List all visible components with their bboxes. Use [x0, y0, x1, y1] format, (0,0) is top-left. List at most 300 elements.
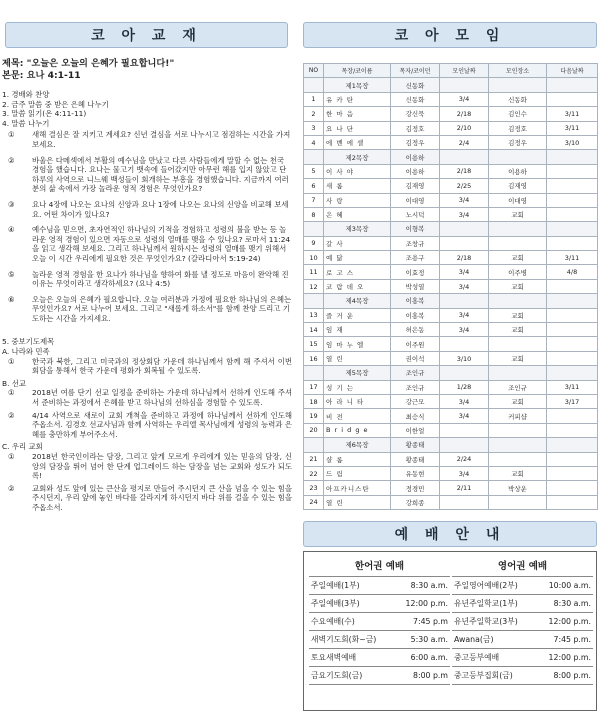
row-number: 3 [304, 121, 324, 135]
cell-leader: 이홍복 [391, 308, 440, 322]
cell-leader: 이한얼 [391, 423, 440, 437]
cell-name: 열 린 [324, 495, 391, 509]
cell-date: 2/11 [440, 481, 489, 495]
table-row [304, 135, 598, 149]
worship-name: 주일예배(3부) [311, 599, 360, 608]
table-row [304, 380, 598, 394]
cell-next [547, 323, 598, 337]
cell-place: 김정호 [489, 121, 547, 135]
cell-place: 교회 [489, 308, 547, 322]
cell-leader: 이효정 [391, 265, 440, 279]
group-row [304, 78, 598, 92]
cell-name: 임 마 누 엘 [324, 337, 391, 351]
question-item [2, 156, 292, 194]
prayer-text: 4/14 사역으로 새로이 교회 개척을 준비하고 과정에 하나님께서 선하게 인도해 주옵소서. 김경호 선교사님과 함께 사역하는 우리엘 목사님에게 성령의 능력과 은혜를 충만하게 부어주소서. [32, 410, 292, 439]
table-row [304, 279, 598, 293]
worship-time: 5:30 a.m. [410, 635, 448, 644]
question-number: ⑥ [8, 294, 15, 304]
cell-blank [489, 222, 547, 236]
prayer-text: 한국과 북한, 그리고 미국과의 정상회담 가운데 하나님께서 함께 해 주셔서 이번 회담을 통해서 한국 가운데 평화가 회복될 수 있도록. [32, 356, 292, 376]
cell-date: 1/28 [440, 380, 489, 394]
question-number: ① [8, 130, 15, 140]
cell-leader: 조용구 [391, 251, 440, 265]
cell-leader: 김정호 [391, 121, 440, 135]
cell-blank [440, 366, 489, 380]
row-number: 13 [304, 308, 324, 322]
outline-item: 4. 말씀 나누기 [2, 118, 50, 128]
cell-blank [304, 78, 324, 92]
meeting-table-header [304, 64, 598, 78]
worship-time: 12:00 p.m. [548, 617, 591, 626]
cell-place [489, 337, 547, 351]
cell-next [547, 207, 598, 221]
cell-blank [489, 366, 547, 380]
question-text: 새해 결심은 잘 지키고 계세요? 신년 결심을 서로 나누시고 점검하는 시간을 가져 보세요. [32, 130, 291, 149]
group-row [304, 294, 598, 308]
cell-next [547, 466, 598, 480]
group-name: 제5목장 [324, 366, 391, 380]
cell-name: 코 람 데 오 [324, 279, 391, 293]
cell-place: 조인규 [489, 380, 547, 394]
cell-next: 3/11 [547, 251, 598, 265]
cell-name: 샬 롬 [324, 452, 391, 466]
cell-place: 교회 [489, 394, 547, 408]
cell-place: 교회 [489, 323, 547, 337]
worship-row [452, 612, 593, 630]
question-number: ② [8, 155, 15, 165]
question-number: ⑤ [8, 269, 15, 279]
cell-date: 2/18 [440, 251, 489, 265]
prayer-text: 교회와 성도 앞에 있는 큰산을 평지로 만들어 주시던지 큰 산을 넘을 수 있는 힘을 주시던지, 우리 앞에 놓인 바다를 갈라지게 하시던지 바다 위를 걸을 수 있는 힘을 주옵소서. [32, 483, 292, 512]
lesson-passage: 본문: 요나 4:1-11 [2, 70, 81, 81]
table-row [304, 466, 598, 480]
question-text: 오늘은 오늘의 은혜가 필요합니다. 오늘 여러분과 가정에 필요한 하나님의 은혜는 무엇인가요? 서로 나누어 보세요. 그리고 "새롭게 하소서"를 함께 찬양 드리고 기도하는 시간을 가지세요. [32, 294, 292, 323]
cell-leader: 조인규 [391, 380, 440, 394]
cell-name: 아프카니스탄 [324, 481, 391, 495]
worship-name: 유년주일학교(1부) [454, 599, 518, 608]
worship-time: 12:00 p.m. [548, 653, 591, 662]
question-text: 바울은 다메섹에서 부활의 예수님을 만났고 다른 사람들에게 말할 수 없는 천국 경험을 했습니다. 요나는 물고기 뱃속에 들어갔지만 아무런 해를 입지 않았고 단 하루의 사역으로 니느웨 백성들이 회개하는 부흥을 경험했습니다. 지금까지 여러분의 삶 속에서 가장 놀라운 영적 경험은 무엇인가요? [32, 155, 289, 194]
column-header: 다음날짜 [547, 64, 598, 78]
lesson-content [2, 58, 292, 516]
prayer-topics [2, 347, 292, 513]
cell-leader: 유동현 [391, 466, 440, 480]
worship-time: 7:45 p.m [412, 617, 448, 626]
cell-date: 2/24 [440, 452, 489, 466]
cell-blank [304, 222, 324, 236]
row-number: 8 [304, 207, 324, 221]
lesson-outline [2, 90, 292, 128]
cell-next [547, 337, 598, 351]
cell-leader: 김재영 [391, 179, 440, 193]
cell-leader: 강신묵 [391, 107, 440, 121]
table-row [304, 323, 598, 337]
row-number: 23 [304, 481, 324, 495]
prayer-number: ① [8, 452, 15, 461]
meeting-table [303, 63, 598, 510]
question-number: ③ [8, 199, 15, 209]
table-row [304, 308, 598, 322]
cell-leader: 박성열 [391, 279, 440, 293]
worship-time: 8:30 a.m. [410, 581, 448, 590]
cell-date: 3/4 [440, 308, 489, 322]
worship-row [452, 648, 593, 666]
row-number: 16 [304, 351, 324, 365]
cell-leader: 김정우 [391, 135, 440, 149]
table-row [304, 236, 598, 250]
column-header: 목장/코이름 [324, 64, 391, 78]
cell-date: 2/4 [440, 135, 489, 149]
row-number: 7 [304, 193, 324, 207]
cell-date: 3/4 [440, 193, 489, 207]
cell-leader: 신동화 [391, 92, 440, 106]
prayer-text: 2018년 한국인이라는 담장, 그리고 앞게 모르게 우리에게 있는 믿음의 담장, 신앙의 담장을 뛰어 넘어 한 단계 업그레이드 하는 담장을 넘는 교회와 성도가 되도록! [32, 452, 292, 481]
cell-blank [489, 150, 547, 164]
cell-next: 3/10 [547, 135, 598, 149]
table-row [304, 92, 598, 106]
cell-name: 갈 사 [324, 236, 391, 250]
row-number: 24 [304, 495, 324, 509]
worship-name: 토요새벽예배 [311, 653, 357, 662]
table-row [304, 452, 598, 466]
worship-schedule [303, 551, 597, 711]
cell-next: 3/11 [547, 380, 598, 394]
prayer-number: ① [8, 356, 15, 366]
cell-name: 예 닮 [324, 251, 391, 265]
discussion-questions [2, 130, 292, 323]
outline-item: 1. 경배와 찬양 [2, 90, 50, 99]
worship-row [309, 630, 450, 648]
cell-next [547, 409, 598, 423]
row-number: 10 [304, 251, 324, 265]
cell-place: 이주병 [489, 265, 547, 279]
column-header: 모인장소 [489, 64, 547, 78]
cell-leader: 이주원 [391, 337, 440, 351]
question-text: 요나 4장에 나오는 요나의 신앙과 요나 1장에 나오는 요나의 신앙을 비교해 보세요. 어떤 차이가 있나요? [32, 199, 289, 219]
cell-date: 2/25 [440, 179, 489, 193]
prayer-item [2, 484, 292, 513]
worship-row [452, 630, 593, 648]
worship-name: 유년주일학교(3부) [454, 617, 518, 626]
cell-leader: 최승식 [391, 409, 440, 423]
cell-place [489, 452, 547, 466]
group-name: 제1목장 [324, 78, 391, 92]
cell-blank [547, 78, 598, 92]
group-row [304, 150, 598, 164]
cell-name: 아 라 니 타 [324, 394, 391, 408]
meeting-header: 코 아 모 임 [303, 22, 597, 48]
outline-item: 2. 금주 말씀 중 받은 은혜 나누기 [2, 99, 109, 109]
cell-name: 요 나 단 [324, 121, 391, 135]
lesson-header: 코 아 교 재 [5, 22, 288, 48]
cell-date: 3/4 [440, 207, 489, 221]
cell-place: 커피샵 [489, 409, 547, 423]
cell-leader: 이용하 [391, 164, 440, 178]
question-item [2, 130, 292, 149]
cell-blank [489, 294, 547, 308]
cell-blank [440, 150, 489, 164]
cell-blank [547, 222, 598, 236]
cell-blank [547, 438, 598, 452]
worship-name: 새벽기도회(화~금) [311, 635, 377, 644]
column-header: 모인날짜 [440, 64, 489, 78]
table-row [304, 164, 598, 178]
worship-header: 예 배 안 내 [303, 521, 597, 547]
worship-row [309, 612, 450, 630]
cell-date: 2/18 [440, 164, 489, 178]
cell-next: 4/8 [547, 265, 598, 279]
cell-blank [489, 438, 547, 452]
table-row [304, 394, 598, 408]
worship-row [452, 666, 593, 685]
cell-name: 에 벤 에 셀 [324, 135, 391, 149]
cell-leader: 허은동 [391, 323, 440, 337]
cell-next: 3/11 [547, 121, 598, 135]
row-number: 19 [304, 409, 324, 423]
cell-name: 임 재 [324, 323, 391, 337]
cell-place: 김재영 [489, 179, 547, 193]
worship-name: 수요예배(수) [311, 617, 355, 626]
cell-place: 신동화 [489, 92, 547, 106]
row-number: 21 [304, 452, 324, 466]
cell-date: 2/10 [440, 121, 489, 135]
column-header: NO [304, 64, 324, 78]
group-name: 제6목장 [324, 438, 391, 452]
cell-blank [304, 294, 324, 308]
cell-leader: 노시덕 [391, 207, 440, 221]
cell-next [547, 164, 598, 178]
english-worship-list [452, 558, 593, 685]
cell-date: 3/4 [440, 323, 489, 337]
worship-name: 주일예배(1부) [311, 581, 360, 590]
cell-leader: 권이석 [391, 351, 440, 365]
table-row [304, 251, 598, 265]
row-number: 2 [304, 107, 324, 121]
table-row [304, 265, 598, 279]
table-row [304, 423, 598, 437]
cell-date [440, 423, 489, 437]
cell-place: 박상운 [489, 481, 547, 495]
table-row [304, 121, 598, 135]
worship-row [452, 594, 593, 612]
cell-blank [489, 78, 547, 92]
cell-name: 유 카 탄 [324, 92, 391, 106]
worship-row [309, 594, 450, 612]
cell-date: 3/4 [440, 466, 489, 480]
cell-place: 이용하 [489, 164, 547, 178]
worship-name: 주일영어예배(2부) [454, 581, 518, 590]
cell-name: 열 린 [324, 351, 391, 365]
cell-name: 비 전 [324, 409, 391, 423]
cell-place: 교회 [489, 207, 547, 221]
korean-worship-list [309, 558, 450, 685]
row-number: 17 [304, 380, 324, 394]
cell-name: B r i d g e [324, 423, 391, 437]
cell-date [440, 337, 489, 351]
cell-next [547, 452, 598, 466]
worship-name: 금요기도회(금) [311, 671, 363, 680]
cell-leader: 조창규 [391, 236, 440, 250]
cell-place: 교회 [489, 279, 547, 293]
worship-time: 10:00 a.m. [548, 581, 591, 590]
worship-time: 8:30 a.m. [553, 599, 591, 608]
cell-blank [440, 222, 489, 236]
cell-place [489, 236, 547, 250]
outline-item: 3. 말씀 읽기(온 4:11-11) [2, 109, 87, 119]
worship-row [309, 666, 450, 685]
prayer-item [2, 452, 292, 481]
cell-blank [304, 438, 324, 452]
row-number: 6 [304, 179, 324, 193]
cell-blank [547, 294, 598, 308]
cell-date: 3/4 [440, 394, 489, 408]
cell-next [547, 495, 598, 509]
cell-next [547, 179, 598, 193]
cell-next [547, 236, 598, 250]
prayer-item [2, 411, 292, 440]
prayer-section-title: 5. 중보기도제목 [2, 337, 55, 347]
question-item [2, 295, 292, 324]
group-leader: 이용하 [391, 150, 440, 164]
cell-blank [304, 150, 324, 164]
question-text: 놀라운 영적 경험을 한 요나가 하나님을 향하여 화를 낼 정도로 마음이 완악해 진 이유는 무엇이라고 생각하세요? (요나 4:5) [32, 269, 289, 289]
cell-leader: 이대영 [391, 193, 440, 207]
group-row [304, 438, 598, 452]
cell-date: 3/4 [440, 409, 489, 423]
worship-row [309, 648, 450, 666]
question-number: ④ [8, 225, 15, 235]
cell-place [489, 495, 547, 509]
worship-row [309, 576, 450, 594]
group-name: 제4목장 [324, 294, 391, 308]
row-number: 15 [304, 337, 324, 351]
prayer-number: ② [8, 483, 15, 493]
group-leader: 조인규 [391, 366, 440, 380]
table-row [304, 107, 598, 121]
prayer-category: B. 선교 [2, 378, 27, 388]
table-row [304, 179, 598, 193]
cell-next: 3/17 [547, 394, 598, 408]
question-item [2, 200, 292, 219]
cell-name: 새 롬 [324, 179, 391, 193]
worship-time: 6:00 a.m. [410, 653, 448, 662]
cell-name: 한 마 음 [324, 107, 391, 121]
group-name: 제2목장 [324, 150, 391, 164]
prayer-item [2, 388, 292, 407]
row-number: 11 [304, 265, 324, 279]
cell-blank [440, 78, 489, 92]
worship-name: Awana(금) [454, 635, 494, 644]
row-number: 14 [304, 323, 324, 337]
cell-leader: 강근모 [391, 394, 440, 408]
column-header: 목자/코이던 [391, 64, 440, 78]
row-number: 22 [304, 466, 324, 480]
cell-name: 이 사 야 [324, 164, 391, 178]
cell-place: 이대영 [489, 193, 547, 207]
cell-blank [440, 438, 489, 452]
group-leader: 이형복 [391, 222, 440, 236]
table-row [304, 207, 598, 221]
cell-date: 3/4 [440, 92, 489, 106]
group-row [304, 222, 598, 236]
table-row [304, 481, 598, 495]
cell-name: 즐 거 운 [324, 308, 391, 322]
cell-date: 2/18 [440, 107, 489, 121]
row-number: 20 [304, 423, 324, 437]
cell-leader: 강희종 [391, 495, 440, 509]
group-row [304, 366, 598, 380]
group-leader: 이홍복 [391, 294, 440, 308]
cell-name: 사 랑 [324, 193, 391, 207]
prayer-category: A. 나라와 민족 [2, 347, 50, 357]
cell-place: 교회 [489, 466, 547, 480]
row-number: 18 [304, 394, 324, 408]
row-number: 4 [304, 135, 324, 149]
cell-date [440, 236, 489, 250]
worship-time: 8:00 p.m [412, 671, 448, 680]
cell-next: 3/11 [547, 107, 598, 121]
cell-place [489, 423, 547, 437]
cell-blank [547, 150, 598, 164]
prayer-item [2, 357, 292, 376]
cell-next [547, 92, 598, 106]
worship-row [452, 576, 593, 594]
prayer-number: ② [8, 410, 15, 420]
cell-leader: 정경민 [391, 481, 440, 495]
worship-name: 중고등부집회(금) [454, 671, 513, 680]
worship-column-title: 한어권 예배 [354, 561, 405, 572]
question-item [2, 225, 292, 263]
table-row [304, 495, 598, 509]
worship-time: 8:00 p.m. [553, 671, 591, 680]
cell-date: 3/4 [440, 279, 489, 293]
question-item [2, 270, 292, 289]
row-number: 5 [304, 164, 324, 178]
cell-leader: 황종태 [391, 452, 440, 466]
worship-column-title: 영어권 예배 [497, 561, 548, 572]
table-row [304, 193, 598, 207]
cell-place: 김정우 [489, 135, 547, 149]
worship-time: 7:45 p.m. [553, 635, 591, 644]
worship-name: 중고등부예배 [454, 653, 500, 662]
cell-next [547, 279, 598, 293]
cell-next [547, 193, 598, 207]
cell-date: 3/10 [440, 351, 489, 365]
cell-name: 은 혜 [324, 207, 391, 221]
prayer-text: 2018년 여름 단기 선교 일정을 준비하는 가운데 하나님께서 선하게 인도해 주셔서 준비하는 과정에서 은혜를 받고 하나님의 선하심을 경험할 수 있도록. [32, 388, 292, 408]
table-row [304, 409, 598, 423]
cell-blank [440, 294, 489, 308]
row-number: 1 [304, 92, 324, 106]
cell-next [547, 423, 598, 437]
group-name: 제3목장 [324, 222, 391, 236]
question-text: 예수님을 믿으면, 초자연적인 하나님의 기적을 경험하고 성령의 불을 받는 등 놀라운 영적 경험이 있으면 자동으로 성령의 열매를 맺을 수 있나요? 로마서 11:24 을 읽고 생각해 보세요. 그리고 하나님께서 원하시는 성령의 열매를 맺기 위해서 오늘 이 시간 우리에게 필요한 것은 무엇인가요? (갈라디아서 5:19-24) [32, 225, 291, 263]
group-leader: 황종태 [391, 438, 440, 452]
cell-name: 성 기 는 [324, 380, 391, 394]
cell-next [547, 481, 598, 495]
cell-next [547, 351, 598, 365]
cell-date: 3/4 [440, 265, 489, 279]
group-leader: 신동화 [391, 78, 440, 92]
table-row [304, 351, 598, 365]
cell-next [547, 308, 598, 322]
cell-blank [547, 366, 598, 380]
worship-time: 12:00 p.m. [405, 599, 448, 608]
cell-name: 드 림 [324, 466, 391, 480]
row-number: 9 [304, 236, 324, 250]
cell-date [440, 495, 489, 509]
prayer-category: C. 우리 교회 [2, 442, 43, 452]
